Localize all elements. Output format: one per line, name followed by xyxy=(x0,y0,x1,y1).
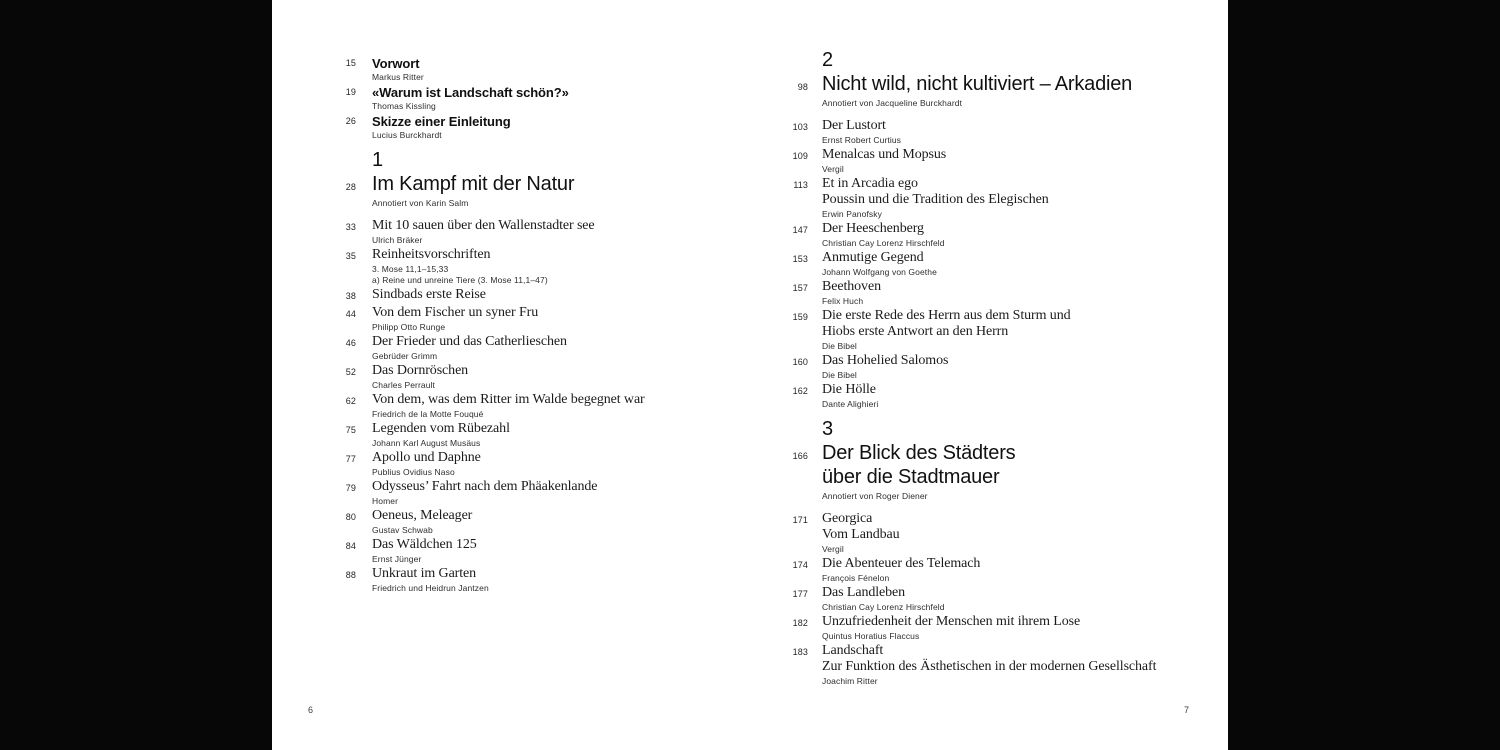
entry-author-line: Gebrüder Grimm xyxy=(372,351,438,361)
entry-author-line: Gustav Schwab xyxy=(372,525,433,535)
entry-title-line: Die Abenteuer des Telemach xyxy=(822,556,981,571)
entry-page-ref: 15 xyxy=(345,58,356,68)
section-annotation: Annotiert von Karin Salm xyxy=(372,198,469,208)
toc-entry-body xyxy=(822,308,1228,351)
entry-author-line: Quintus Horatius Flaccus xyxy=(822,631,920,641)
entry-page-ref: 28 xyxy=(345,182,356,192)
toc-entry xyxy=(272,537,750,564)
entry-page-ref: 182 xyxy=(792,618,808,628)
toc-entry-body xyxy=(822,382,1228,409)
toc-entry-body xyxy=(822,353,1228,380)
entry-page-ref: 162 xyxy=(792,386,808,396)
front-matter-entry-body xyxy=(372,56,750,82)
entry-author-line: François Fénelon xyxy=(822,573,890,583)
section-number-row xyxy=(272,148,750,172)
entry-author-line: Erwin Panofsky xyxy=(822,209,882,219)
toc-entry xyxy=(750,250,1228,277)
entry-author-line: 3. Mose 11,1–15,33 xyxy=(372,264,449,274)
entry-page-ref: 52 xyxy=(345,367,356,377)
entry-title-line: Der Heeschenberg xyxy=(822,221,924,236)
section-number-row-body xyxy=(822,48,1228,72)
entry-author-line: Ernst Robert Curtius xyxy=(822,135,901,145)
toc-entry xyxy=(272,287,750,303)
section-title-line: Im Kampf mit der Natur xyxy=(372,173,575,195)
section-annotation: Annotiert von Roger Diener xyxy=(822,491,928,501)
section-header xyxy=(750,417,1228,501)
toc-entry-body xyxy=(372,450,750,477)
section-entries xyxy=(272,218,750,593)
entry-page-ref: 103 xyxy=(792,122,808,132)
entry-page-ref xyxy=(750,417,822,427)
toc-entry-body xyxy=(372,247,750,285)
entry-page-ref xyxy=(272,148,372,158)
front-matter-author: Markus Ritter xyxy=(372,72,424,82)
front-matter-author: Thomas Kissling xyxy=(372,101,436,111)
toc-entry xyxy=(272,247,750,285)
entry-page-ref: 62 xyxy=(345,396,356,406)
toc-entry xyxy=(272,566,750,593)
entry-title-line: Zur Funktion des Ästhetischen in der modernen Gesellschaft xyxy=(822,659,1157,674)
section-number-row-body xyxy=(372,148,750,172)
toc-entry xyxy=(750,353,1228,380)
entry-author-line: Johann Wolfgang von Goethe xyxy=(822,267,937,277)
entry-page-ref: 113 xyxy=(793,180,808,190)
entry-title-line: Die Hölle xyxy=(822,382,876,397)
entry-title-line: Anmutige Gegend xyxy=(822,250,924,265)
entry-author-line: Die Bibel xyxy=(822,370,857,380)
toc-entry xyxy=(750,511,1228,554)
toc-entry-body xyxy=(822,643,1228,686)
toc-entry xyxy=(272,305,750,332)
front-matter-author: Lucius Burckhardt xyxy=(372,130,442,140)
entry-title-line: Oeneus, Meleager xyxy=(372,508,473,523)
toc-entry xyxy=(272,392,750,419)
entry-title-line: Odysseus’ Fahrt nach dem Phäakenlande xyxy=(372,479,598,494)
section-entries xyxy=(750,118,1228,409)
front-matter-entry-body xyxy=(372,85,750,111)
entry-title-line: Der Frieder und das Catherlieschen xyxy=(372,334,567,349)
page-number: 7 xyxy=(1184,705,1190,715)
entry-author-line: Charles Perrault xyxy=(372,380,436,390)
section-title-line: Der Blick des Städters xyxy=(822,442,1016,464)
entry-page-ref: 80 xyxy=(345,512,356,522)
toc-entry xyxy=(750,585,1228,612)
section-number-row-body xyxy=(822,417,1228,441)
entry-page-ref: 38 xyxy=(345,291,356,301)
left-page xyxy=(272,0,750,750)
entry-title-line: Unkraut im Garten xyxy=(372,566,477,581)
entry-author-line: Christian Cay Lorenz Hirschfeld xyxy=(822,602,945,612)
section-title-line: über die Stadtmauer xyxy=(822,466,1000,488)
entry-title-line: Vom Landbau xyxy=(822,527,900,542)
entry-page-ref: 157 xyxy=(792,283,808,293)
toc-entry xyxy=(750,221,1228,248)
toc-entry-body xyxy=(822,511,1228,554)
toc-entry-body xyxy=(372,566,750,593)
entry-page-ref: 98 xyxy=(797,82,808,92)
toc-entry-body xyxy=(822,118,1228,145)
toc-entry-body xyxy=(822,147,1228,174)
section-title-row-body xyxy=(822,441,1228,501)
toc-entry-body xyxy=(372,537,750,564)
toc-entry xyxy=(272,450,750,477)
toc-entry-body xyxy=(372,363,750,390)
entry-title-line: Menalcas und Mopsus xyxy=(822,147,947,162)
toc-entry xyxy=(272,421,750,448)
entry-title-line: Mit 10 sauen über den Wallenstadter see xyxy=(372,218,595,233)
section-header xyxy=(272,148,750,208)
toc-entry-body xyxy=(372,392,750,419)
front-matter-title: Vorwort xyxy=(372,56,420,71)
book-spread xyxy=(272,0,1228,750)
toc-right-column xyxy=(750,0,1228,686)
entry-author-line: Vergil xyxy=(822,164,844,174)
front-matter-title: «Warum ist Landschaft schön?» xyxy=(372,85,569,100)
entry-author-line: a) Reine und unreine Tiere (3. Mose 11,1–47) xyxy=(372,275,548,285)
entry-page-ref: 160 xyxy=(792,357,808,367)
entry-author-line: Die Bibel xyxy=(822,341,857,351)
entry-author-line: Christian Cay Lorenz Hirschfeld xyxy=(822,238,945,248)
entry-page-ref: 166 xyxy=(792,451,808,461)
entry-author-line: Johann Karl August Musäus xyxy=(372,438,481,448)
entry-title-line: Apollo und Daphne xyxy=(372,450,481,465)
entry-page-ref: 44 xyxy=(345,309,356,319)
front-matter-entry-body xyxy=(372,114,750,140)
toc-entry xyxy=(750,556,1228,583)
section-title-row xyxy=(750,72,1228,108)
toc-entry-body xyxy=(372,218,750,245)
toc-entry xyxy=(750,176,1228,219)
entry-author-line: Friedrich und Heidrun Jantzen xyxy=(372,583,489,593)
entry-title-line: Hiobs erste Antwort an den Herrn xyxy=(822,324,1009,339)
entry-title-line: Unzufriedenheit der Menschen mit ihrem Lose xyxy=(822,614,1081,629)
section-number: 2 xyxy=(822,49,834,71)
toc-entry-body xyxy=(372,421,750,448)
entry-title-line: Das Dornröschen xyxy=(372,363,469,378)
entry-page-ref: 19 xyxy=(345,87,356,97)
toc-entry-body xyxy=(822,614,1228,641)
entry-author-line: Ulrich Bräker xyxy=(372,235,423,245)
entry-page-ref xyxy=(750,48,822,58)
entry-page-ref: 75 xyxy=(345,425,356,435)
toc-entry xyxy=(750,382,1228,409)
entry-title-line: Georgica xyxy=(822,511,873,526)
entry-page-ref: 79 xyxy=(345,483,356,493)
entry-title-line: Der Lustort xyxy=(822,118,886,133)
entry-title-line: Et in Arcadia ego xyxy=(822,176,918,191)
toc-entry xyxy=(272,508,750,535)
entry-page-ref: 77 xyxy=(345,454,356,464)
entry-page-ref: 46 xyxy=(345,338,356,348)
entry-title-line: Reinheitsvorschriften xyxy=(372,247,491,262)
section-title-row xyxy=(272,172,750,208)
entry-author-line: Vergil xyxy=(822,544,844,554)
entry-title-line: Beethoven xyxy=(822,279,881,294)
toc-entry xyxy=(272,218,750,245)
toc-entry xyxy=(750,308,1228,351)
toc-entry xyxy=(750,279,1228,306)
entry-page-ref: 33 xyxy=(345,222,356,232)
toc-left-column xyxy=(272,0,750,593)
toc-entry xyxy=(750,614,1228,641)
front-matter-entry xyxy=(272,114,750,140)
entry-title-line: Poussin und die Tradition des Elegischen xyxy=(822,192,1049,207)
entry-page-ref: 153 xyxy=(792,254,808,264)
entry-page-ref: 35 xyxy=(345,251,356,261)
toc-entry-body xyxy=(372,287,750,303)
entry-page-ref: 177 xyxy=(792,589,808,599)
toc-entry xyxy=(272,334,750,361)
entry-page-ref: 183 xyxy=(792,647,808,657)
entry-title-line: Das Hohelied Salomos xyxy=(822,353,949,368)
toc-entry-body xyxy=(822,585,1228,612)
section-number-row xyxy=(750,48,1228,72)
entry-page-ref: 26 xyxy=(345,116,356,126)
front-matter-entry xyxy=(272,85,750,111)
front-matter-title: Skizze einer Einleitung xyxy=(372,114,511,129)
entry-page-ref: 88 xyxy=(345,570,356,580)
entry-title-line: Von dem, was dem Ritter im Walde begegnet war xyxy=(372,392,645,407)
section-number: 3 xyxy=(822,418,834,440)
toc-entry-body xyxy=(822,176,1228,219)
entry-author-line: Felix Huch xyxy=(822,296,864,306)
toc-entry-body xyxy=(822,221,1228,248)
entry-title-line: Das Landleben xyxy=(822,585,906,600)
toc-entry xyxy=(272,363,750,390)
section-header xyxy=(750,48,1228,108)
entry-author-line: Publius Ovidius Naso xyxy=(372,467,455,477)
toc-entry-body xyxy=(372,508,750,535)
entry-page-ref: 174 xyxy=(792,560,808,570)
section-number-row xyxy=(750,417,1228,441)
toc-entry xyxy=(750,118,1228,145)
toc-entry-body xyxy=(822,279,1228,306)
section-title-row-body xyxy=(822,72,1228,108)
entry-author-line: Philipp Otto Runge xyxy=(372,322,446,332)
entry-author-line: Homer xyxy=(372,496,399,506)
entry-author-line: Joachim Ritter xyxy=(822,676,878,686)
entry-author-line: Friedrich de la Motte Fouqué xyxy=(372,409,484,419)
section-title-row-body xyxy=(372,172,750,208)
entry-title-line: Landschaft xyxy=(822,643,884,658)
entry-title-line: Das Wäldchen 125 xyxy=(372,537,477,552)
toc-entry xyxy=(750,147,1228,174)
entry-page-ref: 109 xyxy=(792,151,808,161)
entry-title-line: Die erste Rede des Herrn aus dem Sturm und xyxy=(822,308,1071,323)
toc-entry-body xyxy=(822,250,1228,277)
entry-title-line: Legenden vom Rübezahl xyxy=(372,421,510,436)
toc-entry-body xyxy=(372,305,750,332)
toc-entry-body xyxy=(372,479,750,506)
toc-entry xyxy=(750,643,1228,686)
section-title-row xyxy=(750,441,1228,501)
entry-author-line: Ernst Jünger xyxy=(372,554,422,564)
front-matter-entry xyxy=(272,56,750,82)
right-page xyxy=(750,0,1228,750)
toc-entry-body xyxy=(372,334,750,361)
entry-page-ref: 147 xyxy=(792,225,808,235)
entry-page-ref: 84 xyxy=(345,541,356,551)
entry-title-line: Sindbads erste Reise xyxy=(372,287,486,302)
entry-author-line: Dante Alighieri xyxy=(822,399,879,409)
toc-entry xyxy=(272,479,750,506)
page-number: 6 xyxy=(308,705,314,715)
toc-entry-body xyxy=(822,556,1228,583)
section-entries xyxy=(750,511,1228,686)
section-annotation: Annotiert von Jacqueline Burckhardt xyxy=(822,98,963,108)
entry-title-line: Von dem Fischer un syner Fru xyxy=(372,305,539,320)
entry-page-ref: 171 xyxy=(792,515,808,525)
section-number: 1 xyxy=(372,149,384,171)
section-title-line: Nicht wild, nicht kultiviert – Arkadien xyxy=(822,73,1133,95)
entry-page-ref: 159 xyxy=(792,312,808,322)
